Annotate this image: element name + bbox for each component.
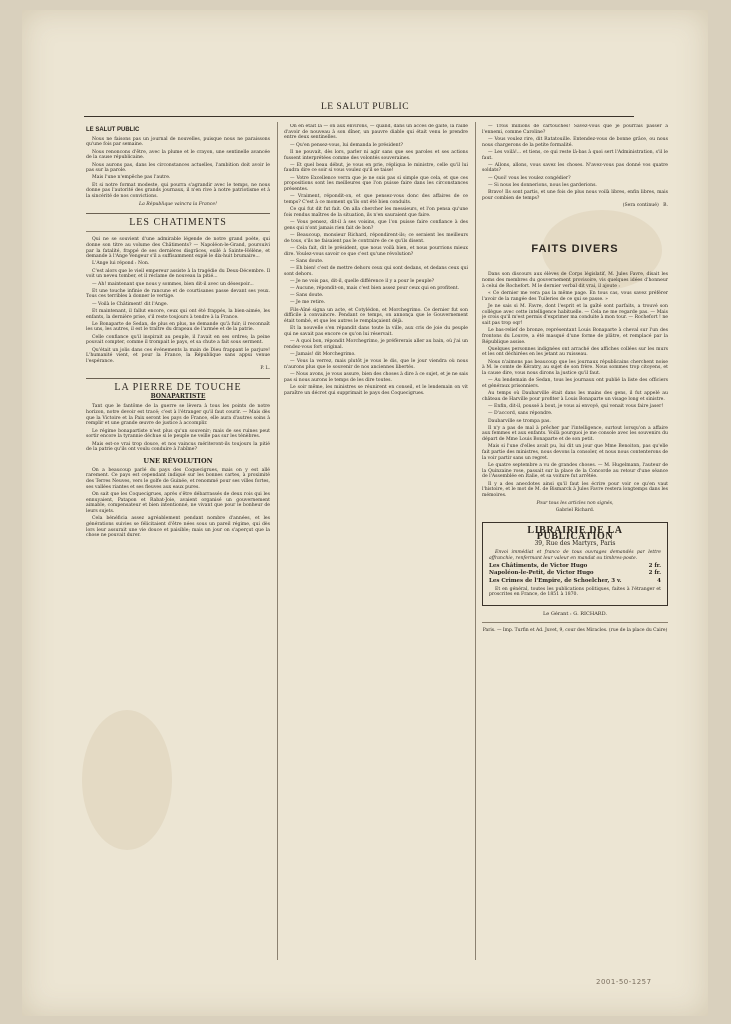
paragraph: Je ne sais si M. Favre, dont l'esprit et la gaîté sont parfaits, a trouvé son collègue avec cette intelligence habituelle. — Cela ne me regarde pas. — Mais je crois qu'il m'est permis d'exprimer ma conduite à mon tour. — Rochefort ! ne sait pas trop oqr! — [482, 303, 668, 326]
paragraph: — Beaucoup, monsieur Richard, répondirent-ils; ce seraient les meilleurs de tous, s'ils ne faisaient pas le contraire de ce qu'ils disent. — [284, 232, 468, 244]
paragraph: — Les voilà!... et tiens, ce qui reste là-bas à quoi sert l'Administration, s'il le faut. — [482, 149, 668, 161]
revolution-end — [482, 124, 668, 201]
paragraph: — Sans doute. — [290, 258, 324, 264]
book-title: Les Châtiments, de Victor Hugo — [489, 562, 588, 569]
paragraph: Et la nouvelle s'en répandit dans toute la ville, aux cris de joie du peuple qui ne savait pas encore ce qu'on lui réservait. — [284, 326, 468, 337]
paragraph: — Je me retire. — [290, 300, 326, 306]
revolution-continued — [284, 124, 468, 397]
librairie-general: Et en général, toutes les publications politiques, faites à l'étranger et proscrites en France, de 1851 à 1870. — [489, 586, 661, 598]
book-price: 4 — [657, 577, 661, 584]
book-row — [489, 579, 661, 585]
paragraph: Celle confiance qu'il inspirait au peuple, il l'avait en ses ordres; la peine pouvait compter, comme il trompait le pays, et sa chute a fait sous serment. — [86, 334, 270, 346]
paragraph: Nous renoncons d'être, avec la plume et le crayon, une sentinelle avancée de la cause républicaine. — [86, 149, 270, 161]
paragraph: — Vous voulez rire, dit Ratatouille. Entendez-vous de bonne grâce, ou nous nous chargerons de la petite formalité. — [482, 136, 668, 148]
paragraph: — Eh bien! c'est de mettre dehors ceux qui sont dedans, et dedans ceux qui sont dehors. — [284, 265, 468, 277]
paragraph: — Qu'en pensez-vous, lui demanda le président? — [290, 142, 403, 148]
column-divider — [475, 122, 476, 960]
paragraph: — Je ne vois pas, dit-il, quelle différence il y a pour le peuple? — [290, 278, 435, 284]
column-3 — [482, 124, 668, 984]
newspaper-page — [22, 10, 708, 1016]
paragraph: Il n'y a pas de mal à prêcher par l'intelligence, surtout lorsqu'on a affaire aux femmes et aux enfants. Voilà pourquoi je me console avec les souvenirs du départ de Mme Louis Bonaparte et de son petit. — [482, 425, 668, 443]
revolution-heading: UNE RÉVOLUTION — [143, 456, 213, 465]
paragraph: — Trois millions de cartouches! Savez-vous que je pourrais passer à l'ennemi, comme Caroline? — [482, 124, 668, 135]
chatiments-heading: LES CHATIMENTS — [129, 217, 227, 229]
paragraph: — Voilà le Châtiment! dit l'Ange. — [92, 301, 169, 307]
paragraph: Le soir même, les ministres se réunirent en conseil, et le lendemain on vit paraître un décret qui supprimait le pays des Coquecigrues. — [284, 385, 468, 396]
paragraph: Au temps où Daubarville était dans les mains des gens, il fut appelé au château de Harville pour profiter à Louis Bonaparte un visage long et sinistre. — [482, 391, 668, 402]
section-rule — [86, 231, 270, 232]
paragraph: Mais l'une n'empêche pas l'autre. — [92, 175, 171, 181]
section-rule — [86, 378, 270, 379]
imprimerie-line: Paris. — Imp. Turfin et Ad. Juvet, 9, cour des Miracles. (rue de la place du Caire) — [482, 628, 668, 634]
paragraph: — Jamais! dit Morchegrimo. — [290, 352, 356, 358]
salut-article — [86, 137, 270, 200]
paragraph: Bravo! Ils sont partis, et une fois de plus nous voilà libres, enfin libres, mais pour combien de temps? — [482, 190, 668, 201]
librairie-note: Envoi immédiat et franco de tous ouvrages demandés par lettre affranchie, renfermant leur valeur en mandat ou timbres-poste. — [489, 550, 661, 561]
paragraph: L'Ange lui répond : Non. — [92, 261, 150, 267]
paragraph: Il y a des anecdotes ainsi qu'il faut les écrire pour voir ce qu'en vaut l'histoire, et le mot de M. de Bismarck à Jules Favre restera longtemps dans les mémoires. — [482, 481, 668, 498]
revolution-article — [86, 468, 270, 539]
gerant-line: Le Gérant : G. RICHARD. — [542, 610, 607, 617]
paragraph: Mais si l'une d'elles avait pu, lui dit un jour que Mme Benoiton, pas qu'elle fait partie des ministres, nous devons la consoler, et nous nous contenterons de la voir partir sans un regret. — [482, 444, 668, 461]
paragraph: — A quoi bon, répondit Morchegrimo, je préfèrerais aller au bain, où j'ai un rendez-vous fort original. — [284, 339, 468, 350]
librairie-address: 39, Rue des Martyrs, Paris — [534, 540, 616, 548]
book-title: Les Crimes de l'Empire, de Schoelcher, 3 v. — [489, 577, 622, 584]
pierre-article — [86, 404, 270, 453]
paragraph: — Et quel beau début, je vous en prie, répliqua le ministre, celle qu'il lui faudra dire ce soir si vous voulez qu'il se taise! — [284, 162, 468, 174]
paragraph: « Ce dernier me vera pas la même page. En tous cas, vous savez préférer l'avoir de la rangée des Tuileries de ce qui se passe. » — [482, 290, 668, 302]
paragraph: Daubarville se trompa pas. — [488, 418, 551, 424]
chatiments-signature: P. L. — [260, 366, 270, 372]
paragraph: — D'accord, sans répondre. — [488, 411, 553, 417]
paragraph: Nous n'aimons pas beaucoup que les journaux républicains cherchent noise à M. le comte de Kératry, au sujet de son frère. Nous sommes trop citoyens, et la cause dire, vous nous dirons la justice qu'il faut. — [482, 359, 668, 377]
column-2 — [284, 124, 468, 984]
librairie-box — [482, 522, 668, 606]
paragraph: Le bas-relief de bronze, représentant Louis Bonaparte à cheval sur l'un des frontons du Louvre, a été masqué d'une forme de plâtre, et remplacé par la République assise. — [482, 328, 668, 345]
section-rule — [482, 622, 668, 623]
paragraph: — Nous avons, je vous assure, bien des choses à dire à ce sujet, et je ne sais pas si nous aurons le temps de les dire toutes. — [284, 372, 468, 383]
faits-signature: Gabriel Richard. — [555, 508, 595, 514]
paragraph: C'est alors que le vieil empereur assiste à la tragédie du Deux-Décembre. Il voit un neveu tomber, et il réclame de nouveau la pitié... — [86, 268, 270, 280]
paragraph: Cela bénéficia assez agréablement pendant nombre d'années, et les générations suivies se félicitaient d'être nées sous un pareil régime, qui dès lors leur assurait une vie douce et paisible; mais un jour on s'aperçut que la chose ne pouvait durer. — [86, 516, 270, 539]
masthead: LE SALUT PUBLIC — [320, 102, 410, 112]
paragraph: — Si nous les donnerions, nous les garderions. — [488, 182, 597, 188]
section-rule — [86, 213, 270, 214]
book-title: Napoléon-le-Petit, de Victor Hugo — [489, 570, 594, 577]
continued-note: (Sera continué) B. — [622, 202, 668, 208]
paragraph: Le régime bonapartiste n'est plus qu'un souvenir; mais de ses ruines peut sortir encore la tyrannie déchue si le peuple ne veille pas sur les ténèbres. — [86, 428, 270, 440]
paragraph: — Aucune, répondit-on, mais c'est bien assez pour ceux qui en profitent. — [290, 286, 460, 292]
column-divider — [277, 122, 278, 960]
paragraph: Quelques personnes indignées ont arraché des affiches collées sur les murs et les ont déchirées en les jetant au ruisseau. — [482, 346, 668, 358]
paragraph: — Votre Excellence verra que je ne suis pas si simple que cela, et que ces propositions sont les meilleures que l'on puisse faire dans les circonstances présentes. — [284, 175, 468, 193]
paragraph: — Sans doute. — [290, 293, 324, 299]
book-price: 2 fr. — [648, 562, 661, 569]
paragraph: Tant que le fantôme de la guerre se lèvera à tous les points de notre horizon, notre devoir est tracé; c'est à l'étranger qu'il faut courir. — Mais dès que la Victoire et la Paix seront les pays de France, elle aura d'autres soins à remplir et une grande œuvre de justice à accomplir. — [86, 404, 270, 427]
faits-divers-article — [482, 272, 668, 498]
paragraph: — Allons, allons, vous savez les choses. N'avez-vous pas donné vos quatre soldats? — [482, 162, 668, 174]
paragraph: Et maintenant, il fallut encore, ceux qui ont été frappés, la bien-aimée, les enfants, la dernière prise, s'il reste toujours à tendre à la France. — [86, 308, 270, 320]
paragraph: — Vous la verrez, mais plutôt je vous le dis, que le jour viendra où nous n'aurons plus que le souvenir de nos anciennes libertés. — [284, 359, 468, 371]
chatiments-article — [86, 237, 270, 365]
paragraph: Mais est-ce vrai trop douce, et nos vaincus mériteront-ils toujours la pitié de la patrie qu'ils ont voulu conduire à l'abîme? — [86, 441, 270, 453]
paragraph: Dans son discours aux élèves de Corps législatif, M. Jules Favre, disait les noms des membres du gouvernement provisoire, vis quelques idées d'honneur à celui de Rochefort. M le dernier verbal dit vrai, il ajoute : — [482, 272, 668, 289]
librairie-book-list — [489, 564, 661, 585]
paragraph: Et si notre format modeste, qui pourra s'agrandir avec le temps, ne nous donne pas l'autorité des grands journaux, il n'en rive à notre patriotisme et à la sincérité de nos convictions. — [86, 182, 270, 200]
salut-motto: La République vaincra la France! — [139, 201, 217, 207]
paragraph: Le quatre septembre a vu de grandes choses. — M. Hugelmann, l'auteur de la Quinzaine rose, passait sur la place de la Concorde au retour d'une séance de l'Assemblée en Italie, et sa voiture fut arrêtée. — [482, 462, 668, 480]
paragraph: On a beaucoup parlé du pays des Coquecigrues, mais on y est allé rarement. Ce pays est cependant indiqué sur les bonnes cartes, à proximité des Terres Neuves, vers le golfe de Guinée, et renommé pour ses villes fortes, ses vallées riantes et ses fleuves aux eaux pures. — [86, 467, 270, 490]
column-1 — [86, 124, 270, 984]
book-price: 2 fr. — [648, 570, 661, 577]
paragraph: — Vraiment, répondit-on, et que pensez-vous donc des affaires de ce temps? C'est à ce moment qu'ils ont été bien conduits. — [284, 194, 468, 205]
faits-divers-heading: FAITS DIVERS — [531, 242, 619, 255]
paragraph: Il ne pouvait, dès lors, parler ni agir sans que ses paroles et ses actions fussent interprétées comme des volontés souveraines. — [284, 149, 468, 161]
paragraph: Le Bonaparte de Sedan, de plus en plus, ne demande qu'à fuir; il reconnaît les uns, les autres, il est le traître du drapeau de l'armée et de la patrie. — [86, 321, 270, 333]
paragraph: — Au lendemain de Sedan, tous les journaux ont publié la liste des officiers et généraux prisonniers. — [482, 378, 668, 389]
salut-heading: LE SALUT PUBLIC — [86, 127, 140, 133]
faits-tagline: Pour tous les articles non signés, — [536, 500, 614, 506]
book-row — [489, 571, 661, 577]
paragraph: — Quoi! vous les voulez congédier? — [488, 175, 571, 181]
paragraph: Et une touche infinie de rancune et de courtisanes passe devant ses yeux. Tous ces terribles à donner le vertige. — [86, 288, 270, 300]
paragraph: Fils-Aîné signa un acte, et Cotylédon, et Morchegrimo. Ce dernier fut son difficile à convaincre. Pendant ce temps, on annonça que le Gouvernement était tombé, et que les autres le remplaçaient déjà. — [284, 307, 468, 325]
paragraph: Nous aurons pas, dans les circonstances actuelles, l'ambition doit avoir le pas sur la parole. — [86, 162, 270, 174]
paragraph: On sait que les Coquecigrues, après s'être débarrassés de deux rois qui les ennuyaient, Patapon et Rabat-Joie, avaient organisé un gouvernement aimable, compensateur et bien intentionné, ne vivant que pour le bonheur de leurs sujets. — [86, 491, 270, 515]
pierre-heading: LA PIERRE DE TOUCHE — [114, 381, 242, 393]
paragraph: — Ah! maintenant que nous y sommes, bien dit-il avec un désespoir... — [92, 281, 254, 287]
paragraph: Qui ne se souvient d'une admirable légende de notre grand poète, qui donne son titre au volume des Châtiments? — Napoléon-le-Grand, poursuivi par la fatalité, frappé de ses dernières disgrâces, exilé à Sainte-Hélène, et demande à l'Ange Vengeur s'il a suffisamment expié le dix-huit brumaire... — [86, 237, 270, 260]
paragraph: — Cela fait, dit le président, que nous voilà bien, et nous pourrions mieux dire. Voulez-vous savoir ce que c'est qu'une révolution? — [284, 245, 468, 257]
header-rule — [84, 116, 634, 117]
paragraph: On en était là — on aux environs, — quand, dans un accès de gaîté, la raillé d'avoir de nouveau à son dîner, un pauvre diable qui était venu le prendre entre deux sentinelles. — [284, 124, 468, 141]
paragraph: Qu'était un jolis dans ces événements la main de Dieu frappant le parjure! L'humanité vient, et pour la France, la République sans appui venue l'espérance. — [86, 347, 270, 364]
pierre-subheading: BONAPARTISTE — [150, 392, 206, 400]
paragraph: — Enfin, dit-il, poussé à bout, je vous ai envoyé, qui venait vous faire jaser! — [488, 404, 664, 410]
book-row — [489, 564, 661, 570]
paragraph: Ce qui fut dit fut fait. On alla chercher les messieurs, et l'on pensa qu'une fois rendus maîtres de la situation, ils n'en sauraient que faire. — [284, 207, 468, 218]
pencil-annotation: 2001-50-1257 — [596, 978, 652, 986]
librairie-title: LIBRAIRIE DE LA PUBLICATION — [527, 525, 623, 542]
paragraph: — Vous pensez, dit-il à ses voisins, que l'on puisse faire confiance à des gens qui n'ont jamais rien fait de bon? — [284, 220, 468, 231]
paragraph: Nous ne faisons pas un journal de nouvelles, puisque nous ne paraissons qu'une fois par semaine. — [86, 136, 270, 148]
